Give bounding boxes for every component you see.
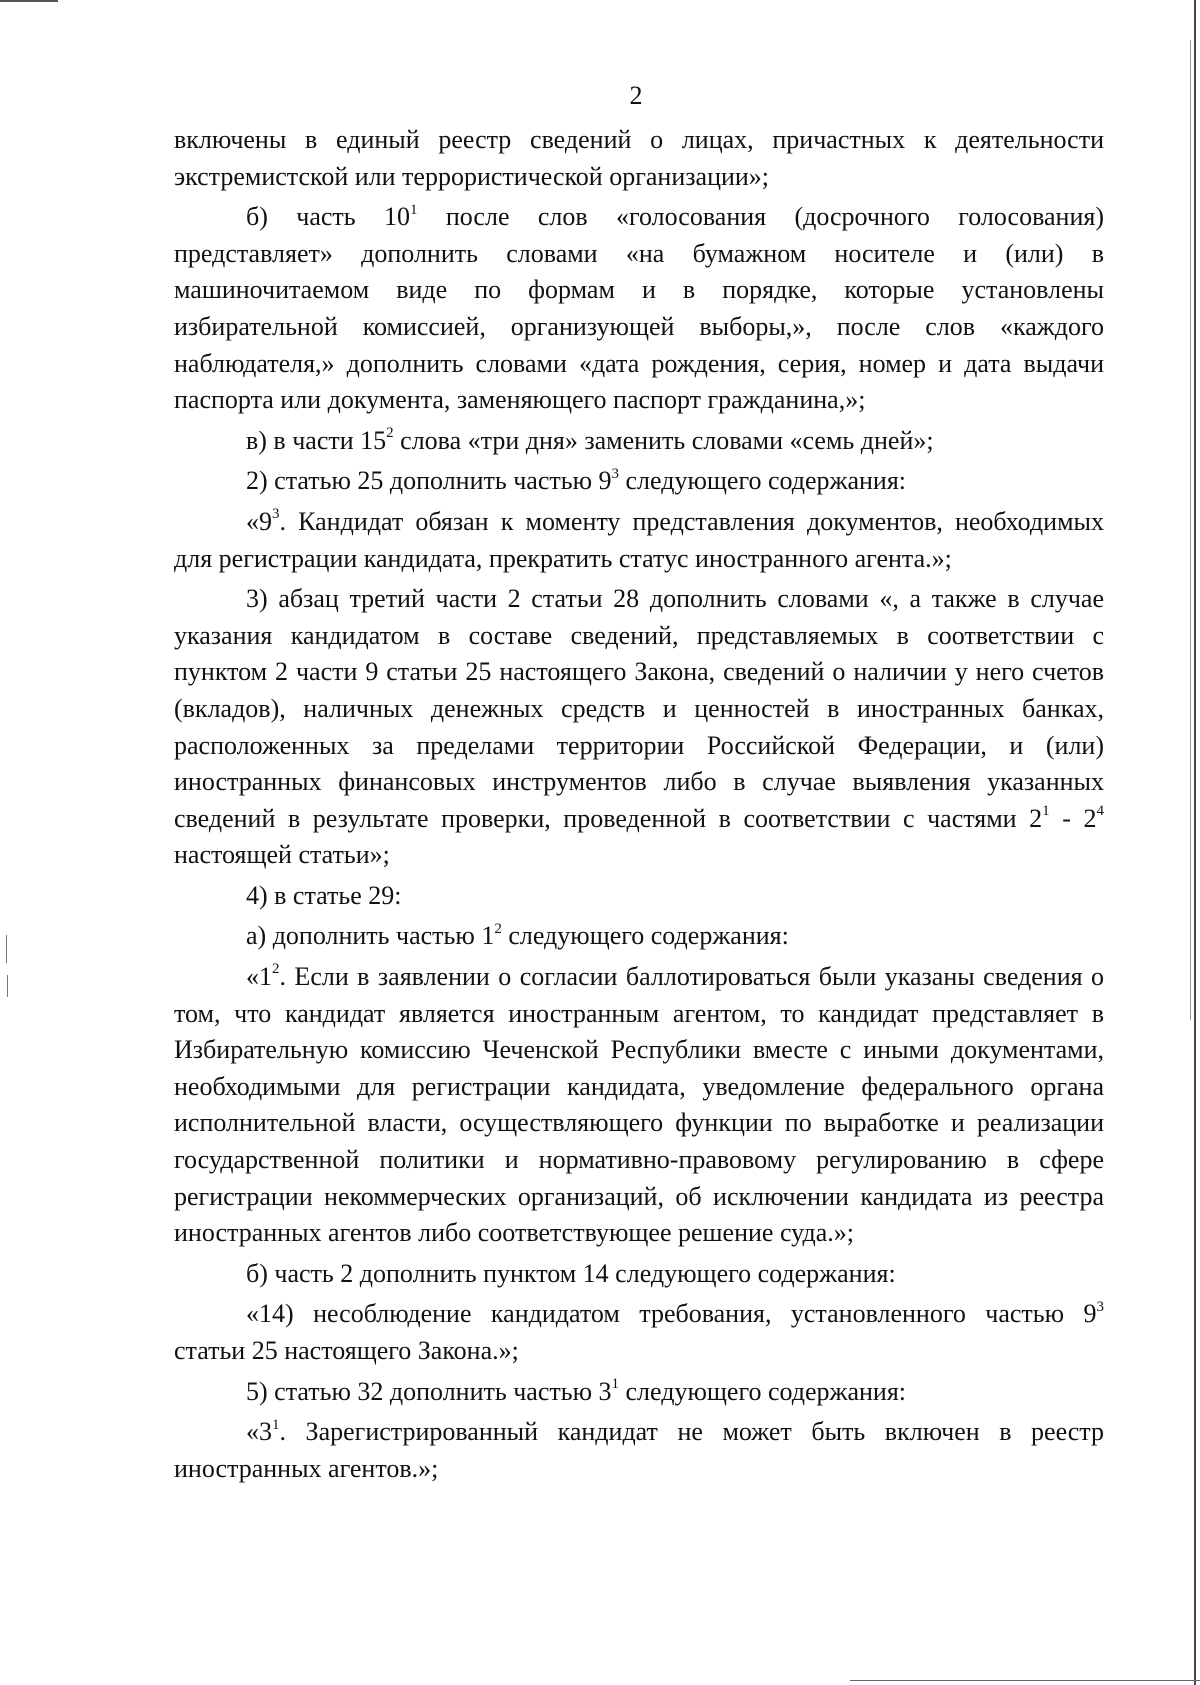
paragraph-text: б) часть 10 <box>246 202 410 232</box>
superscript: 1 <box>1042 803 1050 820</box>
paragraph-text: «9 <box>246 506 272 536</box>
scan-edge-right-inner <box>1190 40 1191 1020</box>
page-number: 2 <box>629 81 643 110</box>
paragraph-text: «14) несоблюдение кандидатом требования, установленного частью 9 <box>246 1299 1097 1329</box>
paragraph-text: б) часть 2 дополнить пунктом 14 следующего содержания: <box>246 1258 896 1288</box>
paragraph-text: 5) статью 32 дополнить частью 3 <box>246 1376 612 1406</box>
paragraph <box>174 918 1104 955</box>
paragraph-text: 4) в статье 29: <box>246 880 402 910</box>
paragraph <box>174 463 1104 500</box>
superscript: 3 <box>272 506 280 523</box>
superscript: 3 <box>1096 1298 1104 1315</box>
paragraph-text: . Если в заявлении о согласии баллотироваться были указаны сведения о том, что кандидат является иностранным агентом, то кандидат представляет в Избирательную комиссию Чеченской Республики вместе с иными документами, необходимыми для регистрации кандидата, уведомление федерального органа исполнительной власти, осуществляющего функции по выработке и реализации государственной политики и нормативно-правовому регулированию в сфере регистрации некоммерческих организаций, об исключении кандидата из реестра иностранных агентов либо соответствующее решение суда.»; <box>174 962 1104 1248</box>
superscript: 2 <box>386 425 394 442</box>
paragraph-text: следующего содержания: <box>501 921 789 951</box>
paragraph-text: 3) абзац третий части 2 статьи 28 дополнить словами «, а также в случае указания кандидатом в составе сведений, представляемых в соответствии с пунктом 2 части 9 статьи 25 настоящего Закона, сведений о наличии у него счетов (вкладов), наличных денежных средств и ценностей в иностранных банках, расположенных за пределами территории Российской Федерации, и (или) иностранных финансовых инструментов либо в случае выявления указанных сведений в результате проверки, проведенной в соответствии с частями 2 <box>174 584 1104 833</box>
paragraph-text: после слов «голосования (досрочного голосования) представляет» дополнить словами «на бумажном носителе и (или) в машиночитаемом виде по формам и в порядке, которые установлены избирательной комиссией, организующей выборы,», после слов «каждого наблюдателя,» дополнить словами «дата рождения, серия, номер и дата выдачи паспорта или документа, заменяющего паспорт гражданина,»; <box>174 202 1104 415</box>
scan-mark-left <box>7 975 8 997</box>
paragraph <box>174 1256 1104 1293</box>
paragraph-text: . Зарегистрированный кандидат не может быть включен в реестр иностранных агентов.»; <box>174 1417 1104 1483</box>
superscript: 3 <box>611 465 620 482</box>
paragraph-text: следующего содержания: <box>619 466 907 496</box>
scan-edge-bottom <box>850 1680 1200 1681</box>
paragraph-text: - 2 <box>1049 803 1097 833</box>
superscript: 1 <box>272 1416 280 1433</box>
paragraph-text: 2) статью 25 дополнить частью 9 <box>246 466 612 496</box>
scan-edge-top <box>0 0 58 2</box>
paragraph-text: «1 <box>246 962 272 992</box>
paragraph <box>174 504 1104 577</box>
paragraph <box>174 423 1104 460</box>
superscript: 2 <box>272 961 280 978</box>
scan-edge-right <box>1194 0 1196 1685</box>
paragraph <box>174 1374 1104 1411</box>
paragraph <box>174 959 1104 1252</box>
paragraph <box>174 1414 1104 1487</box>
paragraph-text: . Кандидат обязан к моменту представления документов, необходимых для регистрации кандидата, прекратить статус иностранного агента.»; <box>174 506 1104 573</box>
paragraph-text: настоящей статьи»; <box>174 840 390 870</box>
paragraph-text: в) в части 15 <box>246 425 387 455</box>
scan-mark-left <box>6 935 7 963</box>
paragraph-text: а) дополнить частью 1 <box>246 921 495 951</box>
paragraph <box>174 122 1104 195</box>
superscript: 1 <box>410 201 418 218</box>
paragraph-text: «3 <box>246 1417 272 1447</box>
paragraph <box>174 199 1104 419</box>
document-body <box>174 122 1104 1491</box>
paragraph-text: включены в единый реестр сведений о лицах, причастных к деятельности экстремистской или террористической организации»; <box>174 125 1104 191</box>
superscript: 4 <box>1096 803 1104 820</box>
paragraph-text: слова «три дня» заменить словами «семь дней»; <box>393 425 934 455</box>
paragraph <box>174 1296 1104 1369</box>
paragraph <box>174 581 1104 874</box>
superscript: 1 <box>611 1375 620 1392</box>
paragraph <box>174 878 1104 915</box>
paragraph-text: статьи 25 настоящего Закона.»; <box>174 1336 519 1365</box>
paragraph-text: следующего содержания: <box>619 1376 907 1406</box>
superscript: 2 <box>494 920 502 937</box>
